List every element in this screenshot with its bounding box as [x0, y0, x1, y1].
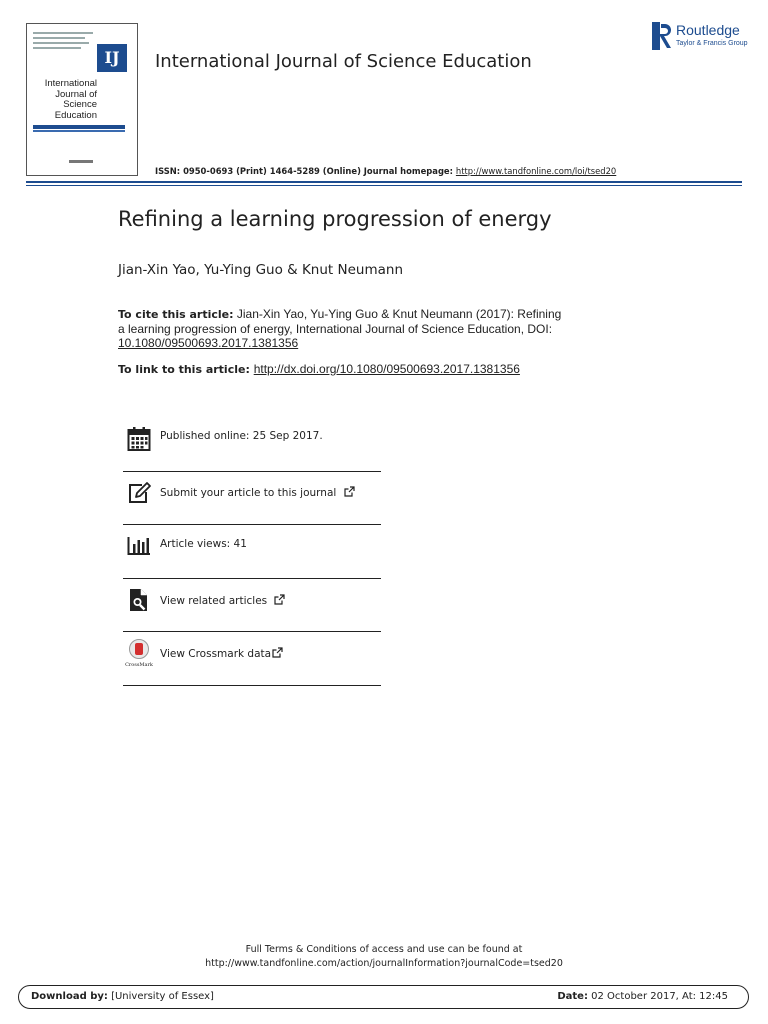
download-info — [31, 991, 214, 1002]
download-label: Download by: — [31, 991, 108, 1002]
cover-band — [33, 125, 125, 129]
terms-block — [0, 943, 768, 971]
article-doi-link[interactable]: http://dx.doi.org/10.1080/09500693.2017.1381356 — [253, 362, 520, 376]
info-views — [123, 525, 381, 579]
publisher-name: Routledge — [676, 22, 740, 38]
header-divider — [26, 181, 742, 183]
date-value: 02 October 2017, At: 12:45 — [587, 991, 728, 1002]
journal-title: International Journal of Science Education — [155, 51, 532, 72]
cite-doi-link[interactable]: 10.1080/09500693.2017.1381356 — [118, 336, 299, 350]
published-date: Published online: 25 Sep 2017. — [160, 430, 323, 442]
svg-text:CrossMark: CrossMark — [125, 662, 153, 668]
terms-url[interactable]: http://www.tandfonline.com/action/journalInformation?journalCode=tsed20 — [205, 958, 563, 969]
citation-block — [118, 307, 568, 350]
crossmark-icon — [127, 638, 151, 668]
external-link-icon — [344, 486, 355, 497]
download-bar — [18, 985, 749, 1009]
document-search-icon — [127, 587, 151, 613]
external-link-icon — [274, 594, 285, 605]
info-published — [123, 418, 381, 472]
issn-text: ISSN: 0950-0693 (Print) 1464-5289 (Online) Journal homepage: — [155, 166, 456, 176]
issn-line — [155, 166, 616, 176]
edit-icon — [127, 480, 151, 506]
cover-logo: IJ — [97, 44, 127, 72]
info-crossmark[interactable] — [123, 632, 381, 686]
header-divider-thin — [26, 185, 742, 186]
journal-homepage-link[interactable]: http://www.tandfonline.com/loi/tsed20 — [455, 166, 617, 176]
terms-text: Full Terms & Conditions of access and use can be found at — [245, 944, 523, 955]
article-views: Article views: 41 — [160, 538, 247, 550]
journal-cover-image — [26, 23, 138, 176]
external-link-icon — [272, 647, 283, 658]
cover-header-lines — [33, 32, 97, 52]
calendar-icon — [127, 426, 151, 452]
cover-band-thin — [33, 130, 125, 132]
cover-publisher-mark — [69, 160, 93, 163]
link-label: To link to this article: — [118, 363, 254, 376]
bar-chart-icon — [127, 533, 151, 559]
cite-label: To cite this article: — [118, 308, 234, 321]
date-label: Date: — [557, 991, 588, 1002]
publisher-subtitle: Taylor & Francis Group — [676, 40, 748, 47]
info-related[interactable] — [123, 579, 381, 633]
submit-article-link[interactable]: Submit your article to this journal — [160, 486, 337, 499]
download-value: [University of Essex] — [107, 991, 214, 1002]
crossmark-link[interactable]: View Crossmark data — [160, 648, 272, 660]
info-submit[interactable] — [123, 472, 381, 526]
article-authors: Jian-Xin Yao, Yu-Ying Guo & Knut Neumann — [118, 262, 403, 278]
article-link-line — [118, 362, 520, 376]
article-info-list — [123, 418, 381, 686]
cover-title: International Journal of Science Education — [44, 78, 97, 121]
related-articles-link[interactable]: View related articles — [160, 594, 268, 607]
routledge-r-icon — [652, 22, 672, 50]
cite-text: Jian-Xin Yao, Yu-Ying Guo & Knut Neumann (2017): Refining a learning progression of energy, International Journal of Science Education, DOI: — [118, 307, 562, 336]
download-date — [557, 991, 728, 1002]
article-title: Refining a learning progression of energy — [118, 207, 552, 231]
